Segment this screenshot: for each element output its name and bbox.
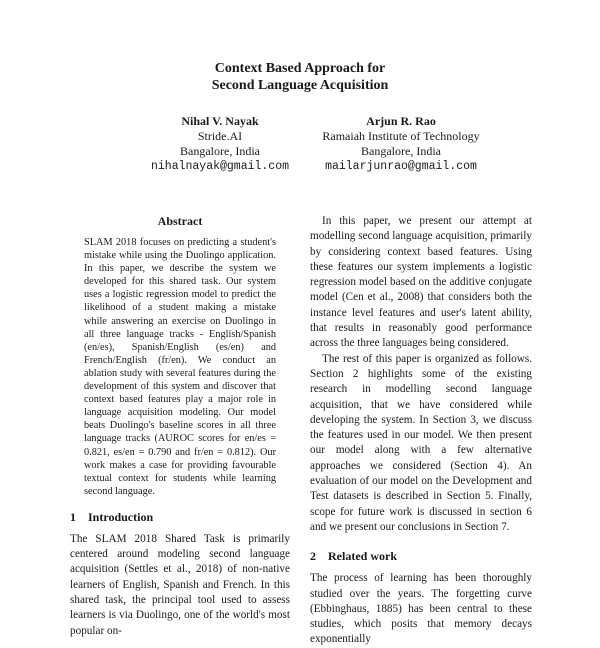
section-title: Related work bbox=[328, 549, 397, 564]
title-line-2: Second Language Acquisition bbox=[211, 78, 389, 93]
paper-title bbox=[0, 60, 600, 94]
left-column bbox=[70, 214, 290, 639]
related-work-paragraph: The process of learning has been thoroughly studied over the years. The forgetting curve (Ebbinghaus, 1885) has been central to these studies, which posits that memory decays exponentially bbox=[310, 572, 532, 646]
author-location: Bangalore, India bbox=[361, 144, 441, 158]
author-affiliation: Ramaiah Institute of Technology bbox=[322, 129, 480, 143]
author-email: mailarjunrao@gmail.com bbox=[325, 160, 477, 173]
abstract-text: SLAM 2018 focuses on predicting a student's mistake while using the Duolingo application. In this paper, we describe the system we developed for this shared task. Our system uses a logistic regression model to predict the likelihood of a student making a mistake while answering an exercise on Duolingo in all three language tracks - English/Spanish (en/es), Spanish/English (es/en) and French/English (fr/en). We conduct an ablation study with several features during the development of this system and discover that context based features play a major role in language acquisition modeling. Our model beats Duolingo's baseline scores in all three language tracks (AUROC scores for en/es = 0.821, es/en = 0.790 and fr/en = 0.812). Our work makes a case for providing favourable textual context for students while learning second language. bbox=[84, 237, 276, 497]
section-heading-related-work bbox=[310, 549, 532, 563]
author-email: nihalnayak@gmail.com bbox=[150, 160, 290, 173]
right-column bbox=[310, 214, 532, 648]
abstract-heading: Abstract bbox=[157, 214, 203, 228]
section-number: 1 bbox=[70, 509, 76, 524]
title-line-1: Context Based Approach for bbox=[214, 61, 386, 76]
section-heading-introduction bbox=[70, 510, 290, 524]
introduction-paragraph: The SLAM 2018 Shared Task is primarily centered around modeling second language acquisition (Settles et al., 2018) of non-native learners of English, Spanish and French. In this shared task, the principal tool used to assess learners is via Duolingo, one of the world's most popular on- bbox=[70, 532, 290, 637]
author-name: Nihal V. Nayak bbox=[181, 114, 259, 128]
intro-paragraph-3: The rest of this paper is organized as follows. Section 2 highlights some of the existing research in modelling second language acquisition, that we have considered while developing the system. In Section 3, we discuss the features used in our model. We then present our model along with a few alternative approaches we considered (Section 4). An evaluation of our model on the Development and Test datasets is described in Section 5. Finally, scope for future work is discussed in section 6 and we present our conclusions in Section 7. bbox=[310, 352, 532, 533]
intro-paragraph-2: In this paper, we present our attempt at modelling second language acquisition, primarily by considering context based features. Using these features our system implements a logistic regression model based on the additive conjugate model (Cen et al., 2008) that considers both the instance level features and user's latent ability, that results in reasonably good performance across the three languages being considered. bbox=[310, 215, 532, 350]
author-location: Bangalore, India bbox=[180, 144, 260, 158]
section-title: Introduction bbox=[88, 509, 154, 524]
author-name: Arjun R. Rao bbox=[366, 114, 436, 128]
section-number: 2 bbox=[310, 549, 316, 564]
author-block-2 bbox=[286, 114, 516, 174]
author-affiliation: Stride.AI bbox=[197, 129, 243, 143]
